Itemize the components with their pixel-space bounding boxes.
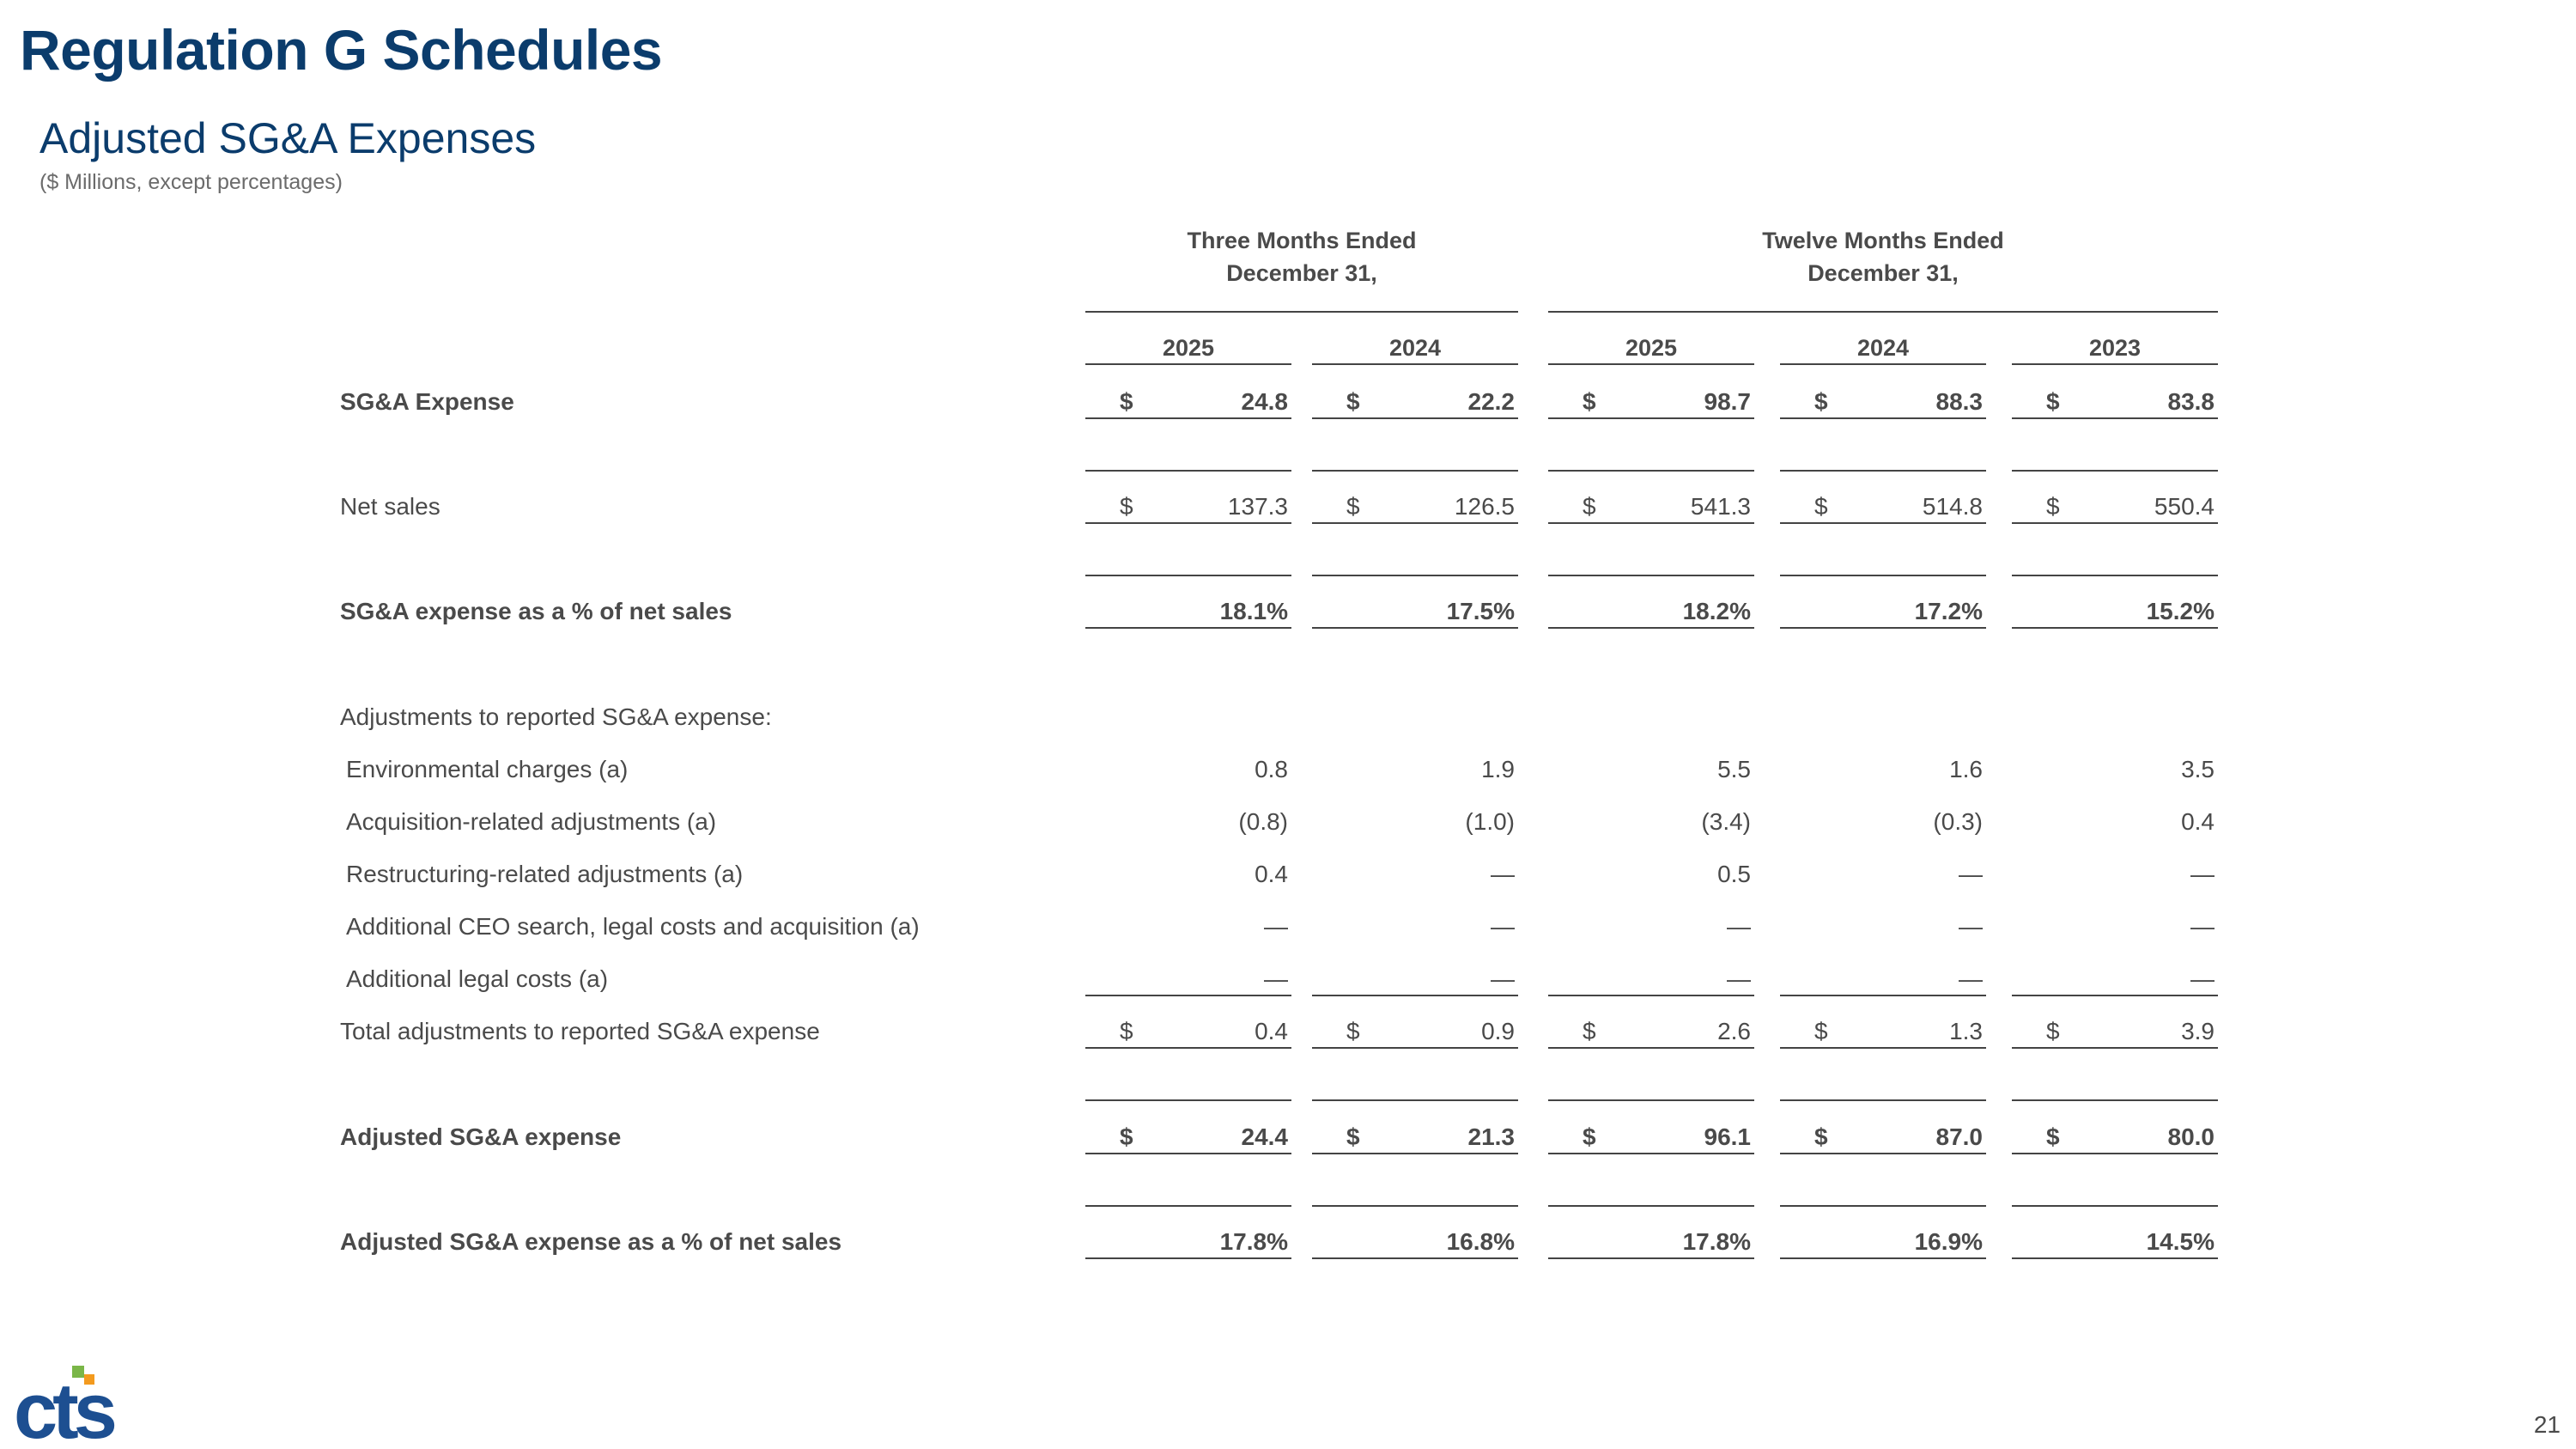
cell-underline xyxy=(1085,522,1291,524)
spacer-rule xyxy=(1085,1205,1291,1207)
cell-underline xyxy=(1548,1257,1754,1259)
value-cell xyxy=(1548,1123,1754,1152)
row-label: SG&A expense as a % of net sales xyxy=(340,598,732,624)
cell-value: 137.3 xyxy=(1227,493,1288,520)
currency-symbol: $ xyxy=(2046,493,2060,520)
cell-underline xyxy=(1548,417,1754,419)
spacer-rule xyxy=(1548,1205,1754,1207)
year-underline xyxy=(1780,363,1986,365)
cell-value: (0.8) xyxy=(1238,808,1288,835)
cell-underline xyxy=(2012,1047,2218,1049)
cell-value: 1.9 xyxy=(1481,756,1515,782)
cts-logo xyxy=(14,1359,151,1445)
cell-value: 1.3 xyxy=(1949,1018,1983,1044)
cell-underline xyxy=(1312,627,1518,629)
value-cell xyxy=(1548,912,1754,941)
value-cell xyxy=(1548,965,1754,994)
cell-value: 14.5% xyxy=(2146,1228,2215,1255)
value-cell xyxy=(1780,703,1986,732)
currency-symbol: $ xyxy=(1346,388,1360,415)
cell-value: 96.1 xyxy=(1704,1123,1751,1150)
value-cell xyxy=(1780,755,1986,784)
cell-value: — xyxy=(2190,913,2215,940)
currency-symbol: $ xyxy=(1346,493,1360,520)
cts-logo-mark xyxy=(14,1359,151,1445)
year-underline xyxy=(1085,363,1291,365)
value-cell xyxy=(1548,597,1754,626)
value-cell xyxy=(1085,703,1291,732)
value-cell xyxy=(1085,755,1291,784)
cell-value: — xyxy=(1959,913,1983,940)
value-cell xyxy=(1548,1227,1754,1257)
value-cell xyxy=(2012,1017,2218,1046)
cell-underline xyxy=(2012,1257,2218,1259)
value-cell xyxy=(1780,912,1986,941)
year-underline xyxy=(1548,363,1754,365)
value-cell xyxy=(2012,703,2218,732)
cell-value: — xyxy=(1727,913,1751,940)
cell-value: 98.7 xyxy=(1704,388,1751,415)
cell-value: 17.8% xyxy=(1219,1228,1288,1255)
currency-symbol: $ xyxy=(1814,388,1828,415)
row-label: Environmental charges (a) xyxy=(346,756,629,782)
logo-wordmark: cts xyxy=(14,1367,112,1445)
currency-symbol: $ xyxy=(2046,1123,2060,1150)
currency-symbol: $ xyxy=(1120,1123,1133,1150)
spacer-rule xyxy=(1312,1099,1518,1101)
value-cell xyxy=(1780,965,1986,994)
spacer-rule xyxy=(1085,575,1291,576)
currency-symbol: $ xyxy=(1583,388,1596,415)
value-cell xyxy=(1548,703,1754,732)
group-header-twelve-months xyxy=(1548,224,2218,289)
cell-underline xyxy=(1312,995,1518,996)
spacer-rule xyxy=(2012,1099,2218,1101)
cell-value: 2.6 xyxy=(1717,1018,1751,1044)
cell-value: — xyxy=(1264,965,1288,992)
value-cell xyxy=(2012,597,2218,626)
cell-value: 514.8 xyxy=(1922,493,1983,520)
currency-symbol: $ xyxy=(1120,1018,1133,1044)
cell-value: 0.8 xyxy=(1255,756,1288,782)
cell-value: 24.4 xyxy=(1241,1123,1288,1150)
value-cell xyxy=(1085,860,1291,889)
cell-value: 0.5 xyxy=(1717,861,1751,887)
value-cell xyxy=(1780,1227,1986,1257)
value-cell xyxy=(1780,492,1986,521)
spacer-rule xyxy=(1312,1205,1518,1207)
value-cell xyxy=(2012,387,2218,417)
value-cell xyxy=(1780,387,1986,417)
value-cell xyxy=(1312,755,1518,784)
cell-value: 80.0 xyxy=(2167,1123,2215,1150)
cell-underline xyxy=(1780,627,1986,629)
value-cell xyxy=(1780,597,1986,626)
cell-value: 17.8% xyxy=(1682,1228,1751,1255)
year-header: 2025 xyxy=(1162,335,1215,361)
cell-value: 0.4 xyxy=(1255,1018,1288,1044)
group-underline-three-months xyxy=(1085,311,1518,313)
value-cell xyxy=(2012,912,2218,941)
cell-value: — xyxy=(1727,965,1751,992)
cell-underline xyxy=(1780,1153,1986,1154)
value-cell xyxy=(1085,807,1291,837)
units-note: ($ Millions, except percentages) xyxy=(39,170,343,194)
cell-underline xyxy=(1085,1257,1291,1259)
currency-symbol: $ xyxy=(2046,388,2060,415)
currency-symbol: $ xyxy=(1814,1018,1828,1044)
currency-symbol: $ xyxy=(1583,493,1596,520)
cell-value: 24.8 xyxy=(1241,388,1288,415)
page-number: 21 xyxy=(2533,1411,2561,1438)
cell-value: 87.0 xyxy=(1935,1123,1983,1150)
currency-symbol: $ xyxy=(1814,493,1828,520)
cell-value: — xyxy=(1491,913,1515,940)
group-header-three-months xyxy=(1085,224,1518,289)
value-cell xyxy=(1085,1017,1291,1046)
cell-value: — xyxy=(1959,965,1983,992)
cell-underline xyxy=(1085,417,1291,419)
value-cell xyxy=(1085,1227,1291,1257)
spacer-rule xyxy=(2012,1205,2218,1207)
value-cell xyxy=(1312,807,1518,837)
value-cell xyxy=(1312,1123,1518,1152)
group-header-line: December 31, xyxy=(1226,260,1377,286)
cell-value: 21.3 xyxy=(1467,1123,1515,1150)
value-cell xyxy=(1548,860,1754,889)
cell-underline xyxy=(1085,1047,1291,1049)
cell-value: (1.0) xyxy=(1465,808,1515,835)
row-label: SG&A Expense xyxy=(340,388,514,415)
section-title: Adjusted SG&A Expenses xyxy=(39,114,537,162)
value-cell xyxy=(2012,1227,2218,1257)
value-cell xyxy=(1085,597,1291,626)
cell-underline xyxy=(1548,1047,1754,1049)
group-underline-twelve-months xyxy=(1548,311,2218,313)
cell-underline xyxy=(2012,627,2218,629)
row-label: Adjusted SG&A expense xyxy=(340,1123,622,1150)
cell-value: 0.4 xyxy=(2181,808,2215,835)
page-title: Regulation G Schedules xyxy=(20,18,663,82)
value-cell xyxy=(2012,965,2218,994)
value-cell xyxy=(1548,387,1754,417)
cell-underline xyxy=(2012,995,2218,996)
cell-value: — xyxy=(1264,913,1288,940)
value-cell xyxy=(1312,912,1518,941)
cell-underline xyxy=(2012,417,2218,419)
currency-symbol: $ xyxy=(1120,493,1133,520)
cell-underline xyxy=(2012,522,2218,524)
cell-value: 15.2% xyxy=(2146,598,2215,624)
cell-value: (0.3) xyxy=(1933,808,1983,835)
value-cell xyxy=(1085,1123,1291,1152)
value-cell xyxy=(1780,860,1986,889)
cell-value: — xyxy=(1491,861,1515,887)
value-cell xyxy=(2012,1123,2218,1152)
cell-value: 16.9% xyxy=(1914,1228,1983,1255)
value-cell xyxy=(1312,860,1518,889)
cell-value: 126.5 xyxy=(1454,493,1515,520)
cell-value: (3.4) xyxy=(1701,808,1751,835)
row-label: Total adjustments to reported SG&A expense xyxy=(340,1018,820,1044)
value-cell xyxy=(1548,1017,1754,1046)
group-header-line: Three Months Ended xyxy=(1187,228,1417,253)
spacer-rule xyxy=(1312,470,1518,472)
year-header: 2024 xyxy=(1388,335,1442,361)
cell-value: 3.9 xyxy=(2181,1018,2215,1044)
cell-value: — xyxy=(1959,861,1983,887)
spacer-rule xyxy=(1780,575,1986,576)
cell-value: 0.9 xyxy=(1481,1018,1515,1044)
year-header: 2024 xyxy=(1856,335,1910,361)
spacer-rule xyxy=(2012,575,2218,576)
cell-underline xyxy=(1548,995,1754,996)
value-cell xyxy=(1085,492,1291,521)
currency-symbol: $ xyxy=(1583,1018,1596,1044)
cell-value: 5.5 xyxy=(1717,756,1751,782)
row-label: Restructuring-related adjustments (a) xyxy=(346,861,744,887)
value-cell xyxy=(1312,1017,1518,1046)
row-label: Acquisition-related adjustments (a) xyxy=(346,808,717,835)
cell-underline xyxy=(1548,627,1754,629)
value-cell xyxy=(1312,1227,1518,1257)
cell-value: 22.2 xyxy=(1467,388,1515,415)
spacer-rule xyxy=(1548,575,1754,576)
value-cell xyxy=(1780,1017,1986,1046)
spacer-rule xyxy=(1548,470,1754,472)
value-cell xyxy=(1312,387,1518,417)
cell-underline xyxy=(1312,417,1518,419)
group-header-line: Twelve Months Ended xyxy=(1762,228,2004,253)
cell-value: 541.3 xyxy=(1690,493,1751,520)
year-header: 2025 xyxy=(1625,335,1678,361)
currency-symbol: $ xyxy=(1583,1123,1596,1150)
value-cell xyxy=(1085,912,1291,941)
value-cell xyxy=(2012,492,2218,521)
value-cell xyxy=(1085,965,1291,994)
spacer-rule xyxy=(1085,1099,1291,1101)
value-cell xyxy=(2012,755,2218,784)
row-label: Additional CEO search, legal costs and acquisition (a) xyxy=(346,913,920,940)
year-header: 2023 xyxy=(2088,335,2142,361)
cell-underline xyxy=(1548,522,1754,524)
cell-value: 83.8 xyxy=(2167,388,2215,415)
cell-value: 88.3 xyxy=(1935,388,1983,415)
cell-underline xyxy=(1780,1257,1986,1259)
cell-value: 17.5% xyxy=(1446,598,1515,624)
spacer-rule xyxy=(1780,1205,1986,1207)
cell-underline xyxy=(1548,1153,1754,1154)
value-cell xyxy=(1780,1123,1986,1152)
cell-value: 16.8% xyxy=(1446,1228,1515,1255)
cell-value: — xyxy=(2190,965,2215,992)
value-cell xyxy=(1548,492,1754,521)
cell-value: — xyxy=(1491,965,1515,992)
value-cell xyxy=(1312,492,1518,521)
cell-underline xyxy=(1780,417,1986,419)
currency-symbol: $ xyxy=(1120,388,1133,415)
value-cell xyxy=(1312,597,1518,626)
cell-underline xyxy=(1085,627,1291,629)
cell-underline xyxy=(1312,1153,1518,1154)
value-cell xyxy=(1780,807,1986,837)
cell-value: 18.2% xyxy=(1682,598,1751,624)
currency-symbol: $ xyxy=(2046,1018,2060,1044)
row-label: Adjustments to reported SG&A expense: xyxy=(340,703,772,730)
currency-symbol: $ xyxy=(1346,1018,1360,1044)
spacer-rule xyxy=(1085,470,1291,472)
cell-value: — xyxy=(2190,861,2215,887)
cell-underline xyxy=(1780,995,1986,996)
cell-underline xyxy=(1312,1047,1518,1049)
currency-symbol: $ xyxy=(1346,1123,1360,1150)
spacer-rule xyxy=(1548,1099,1754,1101)
cell-value: 0.4 xyxy=(1255,861,1288,887)
cell-underline xyxy=(1085,1153,1291,1154)
value-cell xyxy=(1312,965,1518,994)
cell-underline xyxy=(2012,1153,2218,1154)
spacer-rule xyxy=(1780,1099,1986,1101)
value-cell xyxy=(1312,703,1518,732)
year-underline xyxy=(2012,363,2218,365)
year-underline xyxy=(1312,363,1518,365)
spacer-rule xyxy=(1312,575,1518,576)
value-cell xyxy=(2012,860,2218,889)
row-label: Adjusted SG&A expense as a % of net sales xyxy=(340,1228,842,1255)
row-label: Net sales xyxy=(340,493,440,520)
cell-underline xyxy=(1085,995,1291,996)
cell-underline xyxy=(1780,1047,1986,1049)
cell-underline xyxy=(1312,522,1518,524)
value-cell xyxy=(1548,755,1754,784)
value-cell xyxy=(1085,387,1291,417)
cell-underline xyxy=(1780,522,1986,524)
cell-value: 18.1% xyxy=(1219,598,1288,624)
cell-underline xyxy=(1312,1257,1518,1259)
group-header-line: December 31, xyxy=(1807,260,1959,286)
spacer-rule xyxy=(1780,470,1986,472)
cell-value: 17.2% xyxy=(1914,598,1983,624)
value-cell xyxy=(2012,807,2218,837)
spacer-rule xyxy=(2012,470,2218,472)
cell-value: 1.6 xyxy=(1949,756,1983,782)
value-cell xyxy=(1548,807,1754,837)
row-label: Additional legal costs (a) xyxy=(346,965,609,992)
cell-value: 550.4 xyxy=(2154,493,2215,520)
cell-value: 3.5 xyxy=(2181,756,2215,782)
currency-symbol: $ xyxy=(1814,1123,1828,1150)
